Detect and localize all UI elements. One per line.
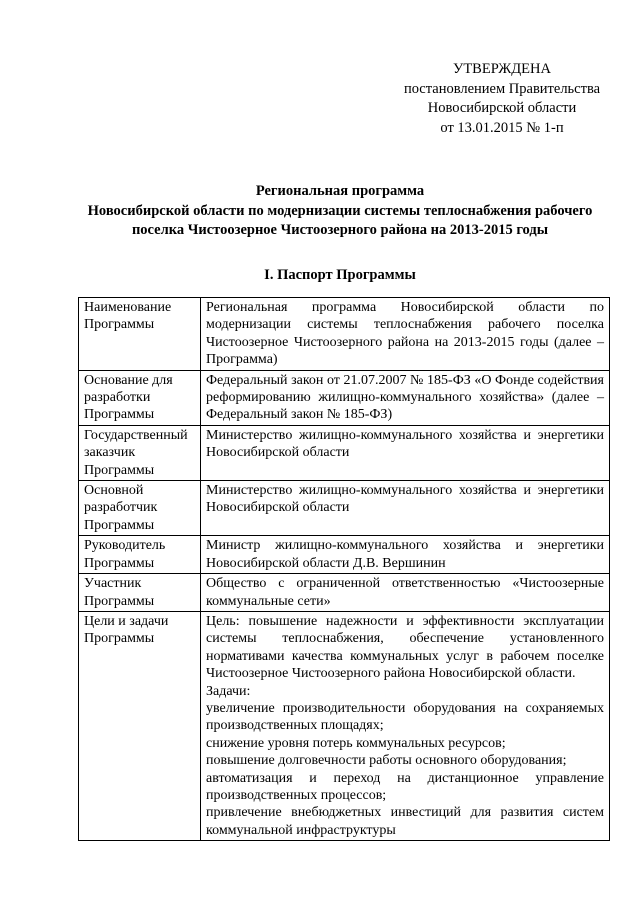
- row-label: Основной разработчик Программы: [79, 481, 201, 536]
- approval-stamp: [388, 60, 616, 138]
- row-value: Региональная программа Новосибирской области по модернизации системы теплоснабжения рабочего поселка Чистоозерное Чистоозерного района на 2013-2015 годы (далее – Программа): [201, 298, 610, 371]
- goals-value: [201, 611, 610, 840]
- approval-line-3: от 13.01.2015 № 1-п: [440, 119, 564, 136]
- goal-text: Цель: повышение надежности и эффективности эксплуатации системы теплоснабжения, обеспечение установленного нормативами качества коммунальных услуг в рабочем поселке Чистоозерное Чистоозерного района Новосибирской области.: [206, 613, 604, 682]
- program-title: [60, 182, 620, 241]
- approval-line-1: постановлением Правительства: [403, 80, 601, 97]
- program-title-line-1: Региональная программа: [255, 183, 425, 199]
- row-label: Наименование Программы: [79, 298, 201, 371]
- tasks-heading: Задачи:: [206, 683, 251, 699]
- program-title-line-3: поселка Чистоозерное Чистоозерного района на 2013-2015 годы: [131, 222, 549, 238]
- row-label: Государственный заказчик Программы: [79, 425, 201, 480]
- table-row-goals: [79, 611, 610, 840]
- row-label: Участник Программы: [79, 574, 201, 612]
- section-heading: I. Паспорт Программы: [264, 267, 416, 283]
- approval-line-2: Новосибирской области: [427, 100, 577, 116]
- task-item: повышение долговечности работы основного оборудования;: [206, 753, 567, 769]
- program-title-line-2: Новосибирской области по модернизации системы теплоснабжения рабочего: [87, 202, 593, 219]
- table-row: [79, 370, 610, 425]
- row-value: Федеральный закон от 21.07.2007 № 185-ФЗ «О Фонде содействия реформированию жилищно-коммунального хозяйства» (далее – Федеральный закон № 185-ФЗ): [201, 370, 610, 425]
- row-label: Руководитель Программы: [79, 536, 201, 574]
- task-item: привлечение внебюджетных инвестиций для развития систем коммунальной инфраструктуры: [206, 805, 604, 838]
- row-label: Основание для разработки Программы: [79, 370, 201, 425]
- task-item: снижение уровня потерь коммунальных ресурсов;: [206, 735, 506, 751]
- row-value: Министр жилищно-коммунального хозяйства и энергетики Новосибирской области Д.В. Вершинин: [201, 536, 610, 574]
- row-label: Цели и задачи Программы: [79, 611, 201, 840]
- task-item: автоматизация и переход на дистанционное управление производственных процессов;: [206, 770, 604, 803]
- row-value: Министерство жилищно-коммунального хозяйства и энергетики Новосибирской области: [201, 481, 610, 536]
- row-value: Общество с ограниченной ответственностью «Чистоозерные коммунальные сети»: [201, 574, 610, 612]
- task-item: увеличение производительности оборудования на сохраняемых производственных площадях;: [206, 700, 604, 734]
- approval-heading: УТВЕРЖДЕНА: [453, 61, 551, 77]
- table-row: [79, 536, 610, 574]
- passport-table: [78, 297, 610, 841]
- table-row: [79, 298, 610, 371]
- table-row: [79, 481, 610, 536]
- table-row: [79, 425, 610, 480]
- row-value: Министерство жилищно-коммунального хозяйства и энергетики Новосибирской области: [201, 425, 610, 480]
- table-row: [79, 574, 610, 612]
